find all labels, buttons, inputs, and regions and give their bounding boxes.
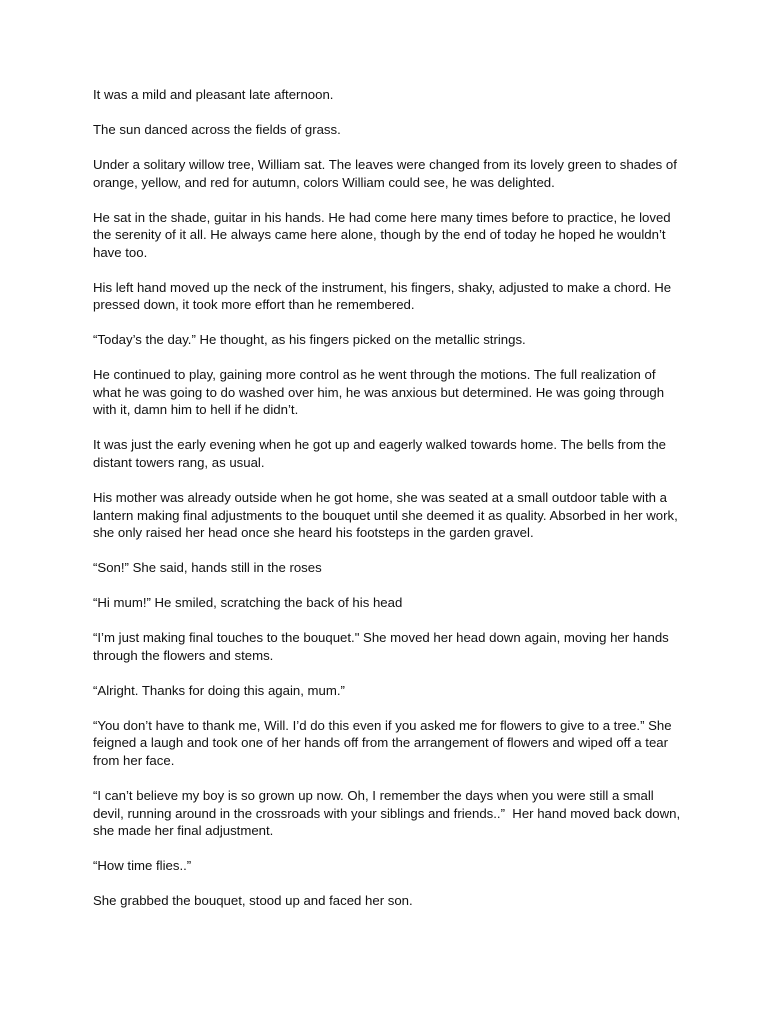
paragraph-8: It was just the early evening when he got up and eagerly walked towards home. The bells from the distant towers rang, as usual. xyxy=(93,437,670,471)
document-body xyxy=(93,86,683,927)
paragraph-3: Under a solitary willow tree, William sat. The leaves were changed from its lovely green to shades of orange, yellow, and red for autumn, colors William could see, he was delighted. xyxy=(93,156,681,190)
paragraph-11: “Hi mum!” He smiled, scratching the back of his head xyxy=(93,595,403,611)
paragraph-15: “I can’t believe my boy is so grown up now. Oh, I remember the days when you were still a small devil, running around in the crossroads with your siblings and friends..” Her hand moved back down, she made her final adjustment. xyxy=(93,787,684,839)
paragraph-1: It was a mild and pleasant late afternoon. xyxy=(93,87,334,102)
paragraph-12: “I’m just making final touches to the bouquet." She moved her head down again, moving her hands through the flowers and stems. xyxy=(93,630,673,663)
paragraph-7: He continued to play, gaining more control as he went through the motions. The full realization of what he was going to do washed over him, he was anxious but determined. He was going through with it, damn him to hell if he didn’t. xyxy=(93,367,668,418)
paragraph-6: “Today’s the day.” He thought, as his fingers picked on the metallic strings. xyxy=(93,332,526,348)
paragraph-2: The sun danced across the fields of grass. xyxy=(93,121,341,137)
paragraph-17: She grabbed the bouquet, stood up and faced her son. xyxy=(93,893,413,909)
paragraph-16: “How time flies..” xyxy=(93,858,192,874)
paragraph-14: “You don’t have to thank me, Will. I’d do this even if you asked me for flowers to give to a tree.” She feigned a laugh and took one of her hands off from the arrangement of flowers and wiped off a tear from her face. xyxy=(93,717,676,768)
paragraph-13: “Alright. Thanks for doing this again, mum.” xyxy=(93,682,345,698)
paragraph-4: He sat in the shade, guitar in his hands. He had come here many times before to practice, he loved the serenity of it all. He always came here alone, though by the end of today he hoped he wouldn’t have too. xyxy=(93,209,675,260)
paragraph-9: His mother was already outside when he got home, she was seated at a small outdoor table with a lantern making final adjustments to the bouquet until she deemed it as quality. Absorbed in her work, she only raised her head once she heard his footsteps in the garden gravel. xyxy=(93,490,682,541)
paragraph-5: His left hand moved up the neck of the instrument, his fingers, shaky, adjusted to make a chord. He pressed down, it took more effort than he remembered. xyxy=(93,279,675,313)
paragraph-10: “Son!” She said, hands still in the roses xyxy=(93,560,322,576)
